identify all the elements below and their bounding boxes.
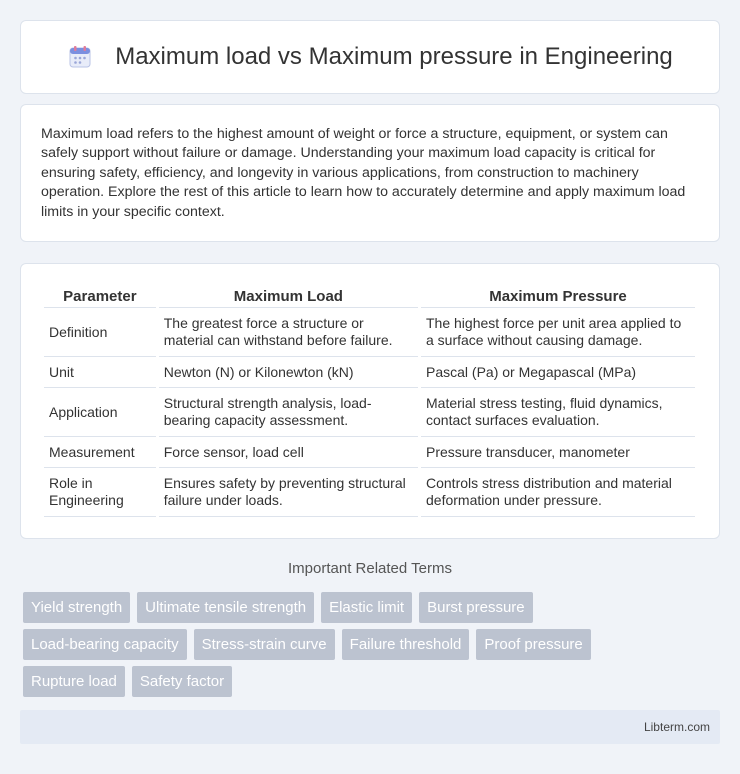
table-cell: Material stress testing, fluid dynamics, contact surfaces evaluation.: [421, 388, 695, 437]
table-cell: Measurement: [44, 437, 156, 468]
table-row: [44, 388, 695, 437]
tag-row: [23, 592, 723, 623]
footer-site-link[interactable]: Libterm.com: [643, 720, 710, 734]
comparison-table: [41, 284, 698, 517]
header-card: [20, 20, 720, 94]
tag-row: [23, 629, 723, 660]
footer: [20, 710, 720, 744]
related-term-tag[interactable]: Elastic limit: [321, 592, 412, 623]
table-cell: Role in Engineering: [44, 468, 156, 517]
related-term-tag[interactable]: Ultimate tensile strength: [137, 592, 314, 623]
page-title: Maximum load vs Maximum pressure in Engineering: [115, 43, 673, 70]
table-cell: Force sensor, load cell: [159, 437, 418, 468]
tag-row: [23, 666, 723, 697]
table-header-row: [44, 284, 695, 308]
calendar-icon: [67, 44, 93, 70]
related-term-tag[interactable]: Rupture load: [23, 666, 125, 697]
table-row: [44, 357, 695, 388]
intro-card: [20, 104, 720, 242]
table-cell: Controls stress distribution and material deformation under pressure.: [421, 468, 695, 517]
table-cell: Application: [44, 388, 156, 437]
table-cell: Newton (N) or Kilonewton (kN): [159, 357, 418, 388]
column-header-maximum-pressure: Maximum Pressure: [421, 284, 695, 308]
related-term-tag[interactable]: Load-bearing capacity: [23, 629, 187, 660]
table-cell: Pressure transducer, manometer: [421, 437, 695, 468]
related-term-tag[interactable]: Failure threshold: [342, 629, 470, 660]
related-term-tag[interactable]: Safety factor: [132, 666, 232, 697]
column-header-parameter: Parameter: [44, 284, 156, 308]
column-header-maximum-load: Maximum Load: [159, 284, 418, 308]
intro-paragraph: Maximum load refers to the highest amount of weight or force a structure, equipment, or system can safely support without failure or damage. Understanding your maximum load capacity is critical for ensuring safety, efficiency, and longevity in various applications, from construction to machinery operation. Explore the rest of this article to learn how to accurately determine and apply maximum load limits in your specific context.: [41, 126, 686, 220]
table-row: [44, 308, 695, 357]
related-term-tag[interactable]: Yield strength: [23, 592, 130, 623]
table-row: [44, 468, 695, 517]
related-term-tag[interactable]: Proof pressure: [476, 629, 590, 660]
table-cell: The highest force per unit area applied to a surface without causing damage.: [421, 308, 695, 357]
related-terms-title: Important Related Terms: [288, 560, 452, 577]
table-cell: Ensures safety by preventing structural failure under loads.: [159, 468, 418, 517]
table-cell: Definition: [44, 308, 156, 357]
related-terms-tags: [23, 592, 723, 703]
table-cell: Unit: [44, 357, 156, 388]
table-cell: The greatest force a structure or material can withstand before failure.: [159, 308, 418, 357]
table-row: [44, 437, 695, 468]
related-term-tag[interactable]: Burst pressure: [419, 592, 533, 623]
related-term-tag[interactable]: Stress-strain curve: [194, 629, 335, 660]
table-cell: Pascal (Pa) or Megapascal (MPa): [421, 357, 695, 388]
table-cell: Structural strength analysis, load-bearing capacity assessment.: [159, 388, 418, 437]
comparison-table-card: [20, 263, 720, 539]
